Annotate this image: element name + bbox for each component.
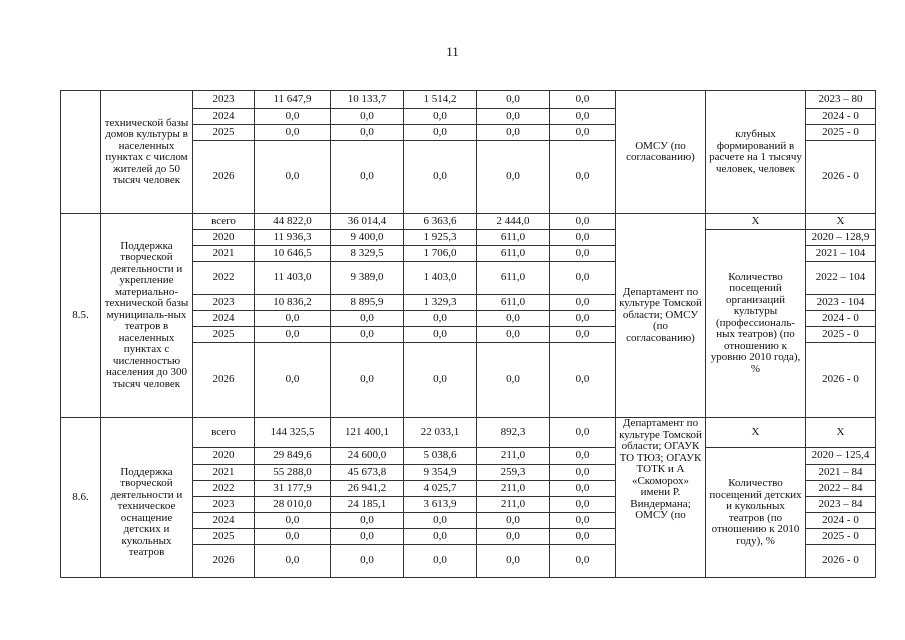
federal-budget-cell: 24 185,1 (331, 497, 404, 513)
year-cell: 2026 (193, 141, 255, 214)
year-cell: 2025 (193, 529, 255, 545)
federal-budget-cell: 0,0 (331, 343, 404, 418)
regional-budget-cell: 0,0 (404, 343, 477, 418)
year-cell: 2020 (193, 230, 255, 246)
year-cell: 2024 (193, 311, 255, 327)
local-budget-cell: 0,0 (477, 125, 550, 141)
total-cell: 0,0 (255, 545, 331, 578)
federal-budget-cell: 0,0 (331, 529, 404, 545)
indicator-value: 2020 – 128,9 (806, 230, 876, 246)
local-budget-cell: 0,0 (477, 91, 550, 109)
indicator-value: 2026 - 0 (806, 545, 876, 578)
table-row (61, 91, 876, 109)
activity-number (61, 91, 101, 214)
indicator-value: 2022 – 104 (806, 262, 876, 295)
total-cell: 55 288,0 (255, 465, 331, 481)
extrabudget-cell: 0,0 (550, 246, 616, 262)
extrabudget-cell: 0,0 (550, 230, 616, 246)
extrabudget-cell: 0,0 (550, 497, 616, 513)
indicator-value: Х (806, 418, 876, 448)
total-cell: 0,0 (255, 141, 331, 214)
regional-budget-cell: 0,0 (404, 109, 477, 125)
total-cell: 0,0 (255, 109, 331, 125)
indicator-value: 2020 – 125,4 (806, 448, 876, 465)
year-cell: 2025 (193, 327, 255, 343)
activity-description: Поддержка творческой деятельности и укрепление материально-технической базы муниципаль-ных театров в населенных пунктах с численностью населения до 300 тысяч человек (101, 214, 193, 418)
local-budget-cell: 892,3 (477, 418, 550, 448)
year-cell: 2023 (193, 91, 255, 109)
indicator-name: клубных формирований в расчете на 1 тысячу человек, человек (706, 91, 806, 214)
total-cell: 144 325,5 (255, 418, 331, 448)
responsible-executor: Департамент по культуре Томской области; ОГАУК ТО ТЮЗ; ОГАУК ТОТК и А «Скоморох» имени Р. Виндермана; ОМСУ (по (616, 418, 706, 578)
extrabudget-cell: 0,0 (550, 295, 616, 311)
indicator-value: 2023 - 104 (806, 295, 876, 311)
local-budget-cell: 0,0 (477, 545, 550, 578)
regional-budget-cell: 0,0 (404, 327, 477, 343)
total-cell: 11 403,0 (255, 262, 331, 295)
indicator-value: 2024 - 0 (806, 311, 876, 327)
total-cell: 28 010,0 (255, 497, 331, 513)
regional-budget-cell: 5 038,6 (404, 448, 477, 465)
extrabudget-cell: 0,0 (550, 465, 616, 481)
regional-budget-cell: 0,0 (404, 545, 477, 578)
extrabudget-cell: 0,0 (550, 448, 616, 465)
total-cell: 44 822,0 (255, 214, 331, 230)
total-cell: 10 646,5 (255, 246, 331, 262)
indicator-value: 2026 - 0 (806, 343, 876, 418)
indicator-value: 2026 - 0 (806, 141, 876, 214)
federal-budget-cell: 0,0 (331, 327, 404, 343)
local-budget-cell: 211,0 (477, 448, 550, 465)
local-budget-cell: 0,0 (477, 513, 550, 529)
total-cell: 0,0 (255, 327, 331, 343)
local-budget-cell: 211,0 (477, 497, 550, 513)
federal-budget-cell: 26 941,2 (331, 481, 404, 497)
regional-budget-cell: 0,0 (404, 141, 477, 214)
extrabudget-cell: 0,0 (550, 262, 616, 295)
local-budget-cell: 0,0 (477, 311, 550, 327)
extrabudget-cell: 0,0 (550, 311, 616, 327)
year-cell: 2022 (193, 481, 255, 497)
year-cell: 2025 (193, 125, 255, 141)
federal-budget-cell: 10 133,7 (331, 91, 404, 109)
indicator-value: 2022 – 84 (806, 481, 876, 497)
federal-budget-cell: 0,0 (331, 545, 404, 578)
indicator-value: 2024 - 0 (806, 109, 876, 125)
regional-budget-cell: 0,0 (404, 311, 477, 327)
total-cell: 0,0 (255, 513, 331, 529)
total-cell: 11 647,9 (255, 91, 331, 109)
local-budget-cell: 2 444,0 (477, 214, 550, 230)
extrabudget-cell: 0,0 (550, 214, 616, 230)
indicator-value: 2024 - 0 (806, 513, 876, 529)
extrabudget-cell: 0,0 (550, 141, 616, 214)
regional-budget-cell: 1 514,2 (404, 91, 477, 109)
regional-budget-cell: 3 613,9 (404, 497, 477, 513)
total-cell: 11 936,3 (255, 230, 331, 246)
federal-budget-cell: 0,0 (331, 141, 404, 214)
local-budget-cell: 611,0 (477, 246, 550, 262)
extrabudget-cell: 0,0 (550, 481, 616, 497)
year-cell: 2023 (193, 295, 255, 311)
regional-budget-cell: 0,0 (404, 529, 477, 545)
year-cell: 2021 (193, 246, 255, 262)
table-row (61, 214, 876, 230)
total-cell: 0,0 (255, 343, 331, 418)
regional-budget-cell: 6 363,6 (404, 214, 477, 230)
local-budget-cell: 0,0 (477, 343, 550, 418)
total-cell: 0,0 (255, 311, 331, 327)
activity-description: Поддержка творческой деятельности и техническое оснащение детских и кукольных театров (101, 418, 193, 578)
year-cell: 2022 (193, 262, 255, 295)
regional-budget-cell: 4 025,7 (404, 481, 477, 497)
responsible-executor: ОМСУ (по согласованию) (616, 91, 706, 214)
regional-budget-cell: 9 354,9 (404, 465, 477, 481)
total-cell: 29 849,6 (255, 448, 331, 465)
local-budget-cell: 611,0 (477, 230, 550, 246)
indicator-total: Х (706, 214, 806, 230)
table-row (61, 418, 876, 448)
indicator-value: 2025 - 0 (806, 125, 876, 141)
indicator-value: 2021 – 104 (806, 246, 876, 262)
local-budget-cell: 611,0 (477, 295, 550, 311)
extrabudget-cell: 0,0 (550, 91, 616, 109)
year-cell: всего (193, 214, 255, 230)
responsible-executor: Департамент по культуре Томской области; ОМСУ (по согласованию) (616, 214, 706, 418)
regional-budget-cell: 22 033,1 (404, 418, 477, 448)
year-cell: 2023 (193, 497, 255, 513)
federal-budget-cell: 9 389,0 (331, 262, 404, 295)
extrabudget-cell: 0,0 (550, 513, 616, 529)
regional-budget-cell: 0,0 (404, 125, 477, 141)
federal-budget-cell: 0,0 (331, 109, 404, 125)
year-cell: всего (193, 418, 255, 448)
local-budget-cell: 0,0 (477, 529, 550, 545)
total-cell: 31 177,9 (255, 481, 331, 497)
local-budget-cell: 211,0 (477, 481, 550, 497)
federal-budget-cell: 8 895,9 (331, 295, 404, 311)
indicator-name: Количество посещений организаций культуры (профессиональ-ных театров) (по отношению к уровню 2010 года), % (706, 230, 806, 418)
federal-budget-cell: 24 600,0 (331, 448, 404, 465)
extrabudget-cell: 0,0 (550, 125, 616, 141)
activity-description: технической базы домов культуры в населенных пунктах с числом жителей до 50 тысяч человек (101, 91, 193, 214)
federal-budget-cell: 8 329,5 (331, 246, 404, 262)
activity-number: 8.5. (61, 214, 101, 418)
indicator-value: 2025 - 0 (806, 327, 876, 343)
regional-budget-cell: 0,0 (404, 513, 477, 529)
indicator-name: Количество посещений детских и кукольных театров (по отношению к 2010 году), % (706, 448, 806, 578)
indicator-total: Х (706, 418, 806, 448)
page-number: 11 (446, 44, 459, 59)
regional-budget-cell: 1 329,3 (404, 295, 477, 311)
regional-budget-cell: 1 403,0 (404, 262, 477, 295)
federal-budget-cell: 0,0 (331, 311, 404, 327)
local-budget-cell: 0,0 (477, 141, 550, 214)
federal-budget-cell: 9 400,0 (331, 230, 404, 246)
extrabudget-cell: 0,0 (550, 529, 616, 545)
federal-budget-cell: 36 014,4 (331, 214, 404, 230)
year-cell: 2024 (193, 109, 255, 125)
local-budget-cell: 259,3 (477, 465, 550, 481)
extrabudget-cell: 0,0 (550, 327, 616, 343)
extrabudget-cell: 0,0 (550, 545, 616, 578)
indicator-value: 2023 – 80 (806, 91, 876, 109)
federal-budget-cell: 121 400,1 (331, 418, 404, 448)
year-cell: 2021 (193, 465, 255, 481)
local-budget-cell: 0,0 (477, 327, 550, 343)
extrabudget-cell: 0,0 (550, 343, 616, 418)
extrabudget-cell: 0,0 (550, 418, 616, 448)
indicator-value: 2025 - 0 (806, 529, 876, 545)
year-cell: 2024 (193, 513, 255, 529)
year-cell: 2026 (193, 343, 255, 418)
regional-budget-cell: 1 706,0 (404, 246, 477, 262)
year-cell: 2020 (193, 448, 255, 465)
federal-budget-cell: 45 673,8 (331, 465, 404, 481)
indicator-value: Х (806, 214, 876, 230)
total-cell: 0,0 (255, 529, 331, 545)
indicator-value: 2021 – 84 (806, 465, 876, 481)
total-cell: 0,0 (255, 125, 331, 141)
local-budget-cell: 611,0 (477, 262, 550, 295)
extrabudget-cell: 0,0 (550, 109, 616, 125)
regional-budget-cell: 1 925,3 (404, 230, 477, 246)
year-cell: 2026 (193, 545, 255, 578)
indicator-value: 2023 – 84 (806, 497, 876, 513)
local-budget-cell: 0,0 (477, 109, 550, 125)
federal-budget-cell: 0,0 (331, 513, 404, 529)
total-cell: 10 836,2 (255, 295, 331, 311)
federal-budget-cell: 0,0 (331, 125, 404, 141)
program-activities-table (60, 90, 876, 578)
activity-number: 8.6. (61, 418, 101, 578)
